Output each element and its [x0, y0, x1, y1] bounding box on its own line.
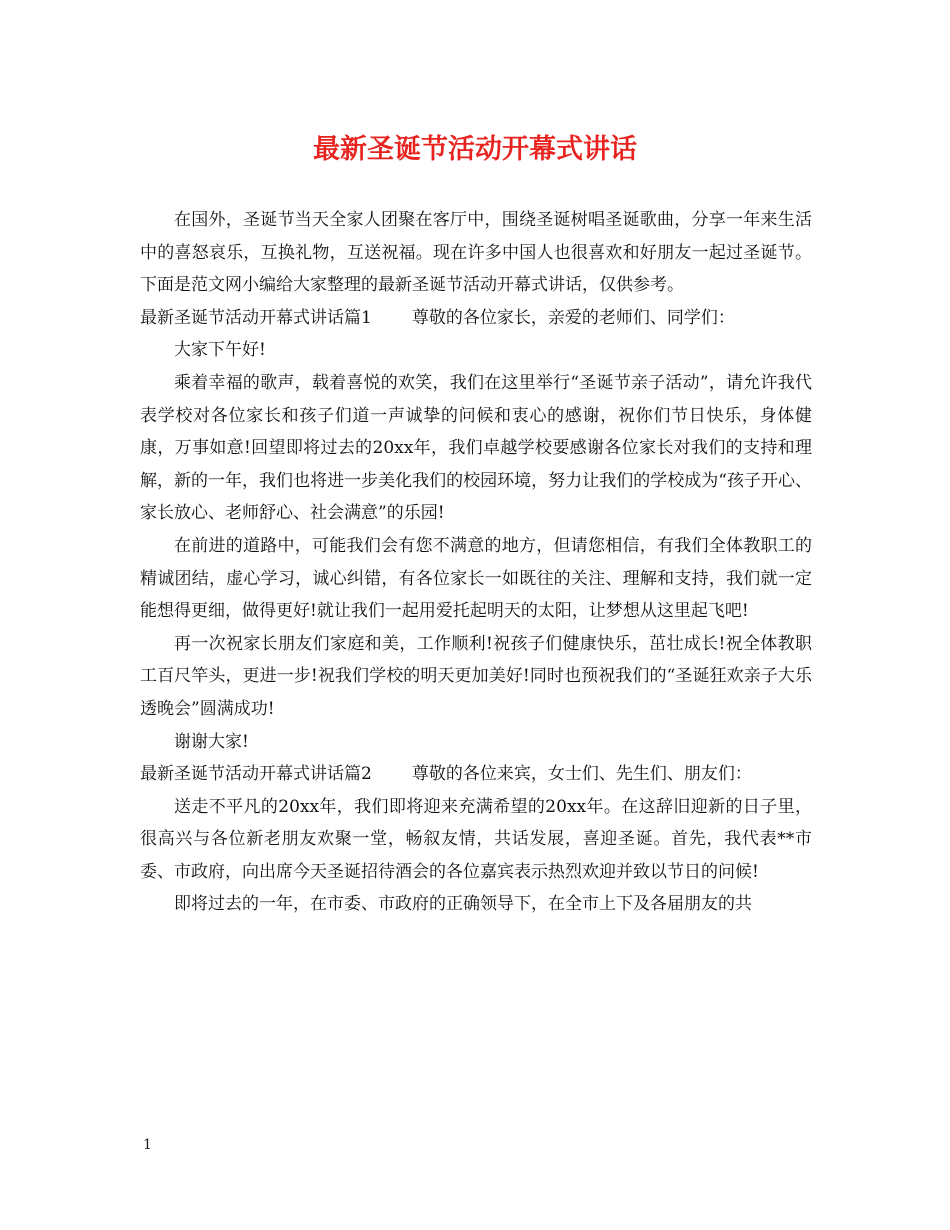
- section-2-paragraph-1: 送走不平凡的20xx年，我们即将迎来充满希望的20xx年。在这辞旧迎新的日子里，很高兴与各位新老朋友欢聚一堂，畅叙友情，共话发展，喜迎圣诞。首先，我代表**市委、市政府，向出席今天圣诞招待酒会的各位嘉宾表示热烈欢迎并致以节日的问候!: [140, 796, 812, 882]
- section-1-salutation: 尊敬的各位家长，亲爱的老师们、同学们：: [411, 307, 735, 328]
- page-number: 1: [143, 1137, 152, 1153]
- section-1-paragraph-1: 乘着幸福的歌声，载着喜悦的欢笑，我们在这里举行“圣诞节亲子活动”，请允许我代表学校对各位家长和孩子们道一声诚挚的问候和衷心的感谢，祝你们节日快乐，身体健康，万事如意!回望即将过去的20xx年，我们卓越学校要感谢各位家长对我们的支持和理解，新的一年，我们也将进一步美化我们的校园环境，努力让我们的学校成为“孩子开心、家长放心、老师舒心、社会满意”的乐园!: [140, 372, 812, 524]
- section-2-heading-line: [140, 758, 812, 791]
- intro-paragraph: 在国外，圣诞节当天全家人团聚在客厅中，围绕圣诞树唱圣诞歌曲，分享一年来生活中的喜怒哀乐，互换礼物，互送祝福。现在许多中国人也很喜欢和好朋友一起过圣诞节。下面是范文网小编给大家整理的最新圣诞节活动开幕式讲话，仅供参考。: [140, 210, 812, 296]
- section-2-heading: 最新圣诞节活动开幕式讲话篇2: [140, 764, 372, 785]
- section-2-paragraph-2: 即将过去的一年，在市委、市政府的正确领导下，在全市上下及各届朋友的共: [174, 894, 752, 915]
- section-1-paragraph-2: 在前进的道路中，可能我们会有您不满意的地方，但请您相信，有我们全体教职工的精诚团结，虚心学习，诚心纠错，有各位家长一如既往的关注、理解和支持，我们就一定能想得更细，做得更好!就让我们一起用爱托起明天的太阳，让梦想从这里起飞吧!: [140, 535, 812, 622]
- section-1-heading-line: [140, 302, 812, 335]
- section-1-closing: 谢谢大家!: [174, 731, 249, 752]
- section-1-paragraph-3: 再一次祝家长朋友们家庭和美，工作顺利!祝孩子们健康快乐，茁壮成长!祝全体教职工百尺竿头，更进一步!祝我们学校的明天更加美好!同时也预祝我们的“圣诞狂欢亲子大乐透晚会”圆满成功!: [140, 633, 812, 719]
- document-body: [140, 204, 812, 921]
- section-1-greeting: 大家下午好!: [174, 340, 266, 361]
- document-title: 最新圣诞节活动开幕式讲话: [313, 134, 637, 165]
- section-1-heading: 最新圣诞节活动开幕式讲话篇1: [140, 307, 372, 328]
- section-2-salutation: 尊敬的各位来宾，女士们、先生们、朋友们：: [411, 764, 752, 785]
